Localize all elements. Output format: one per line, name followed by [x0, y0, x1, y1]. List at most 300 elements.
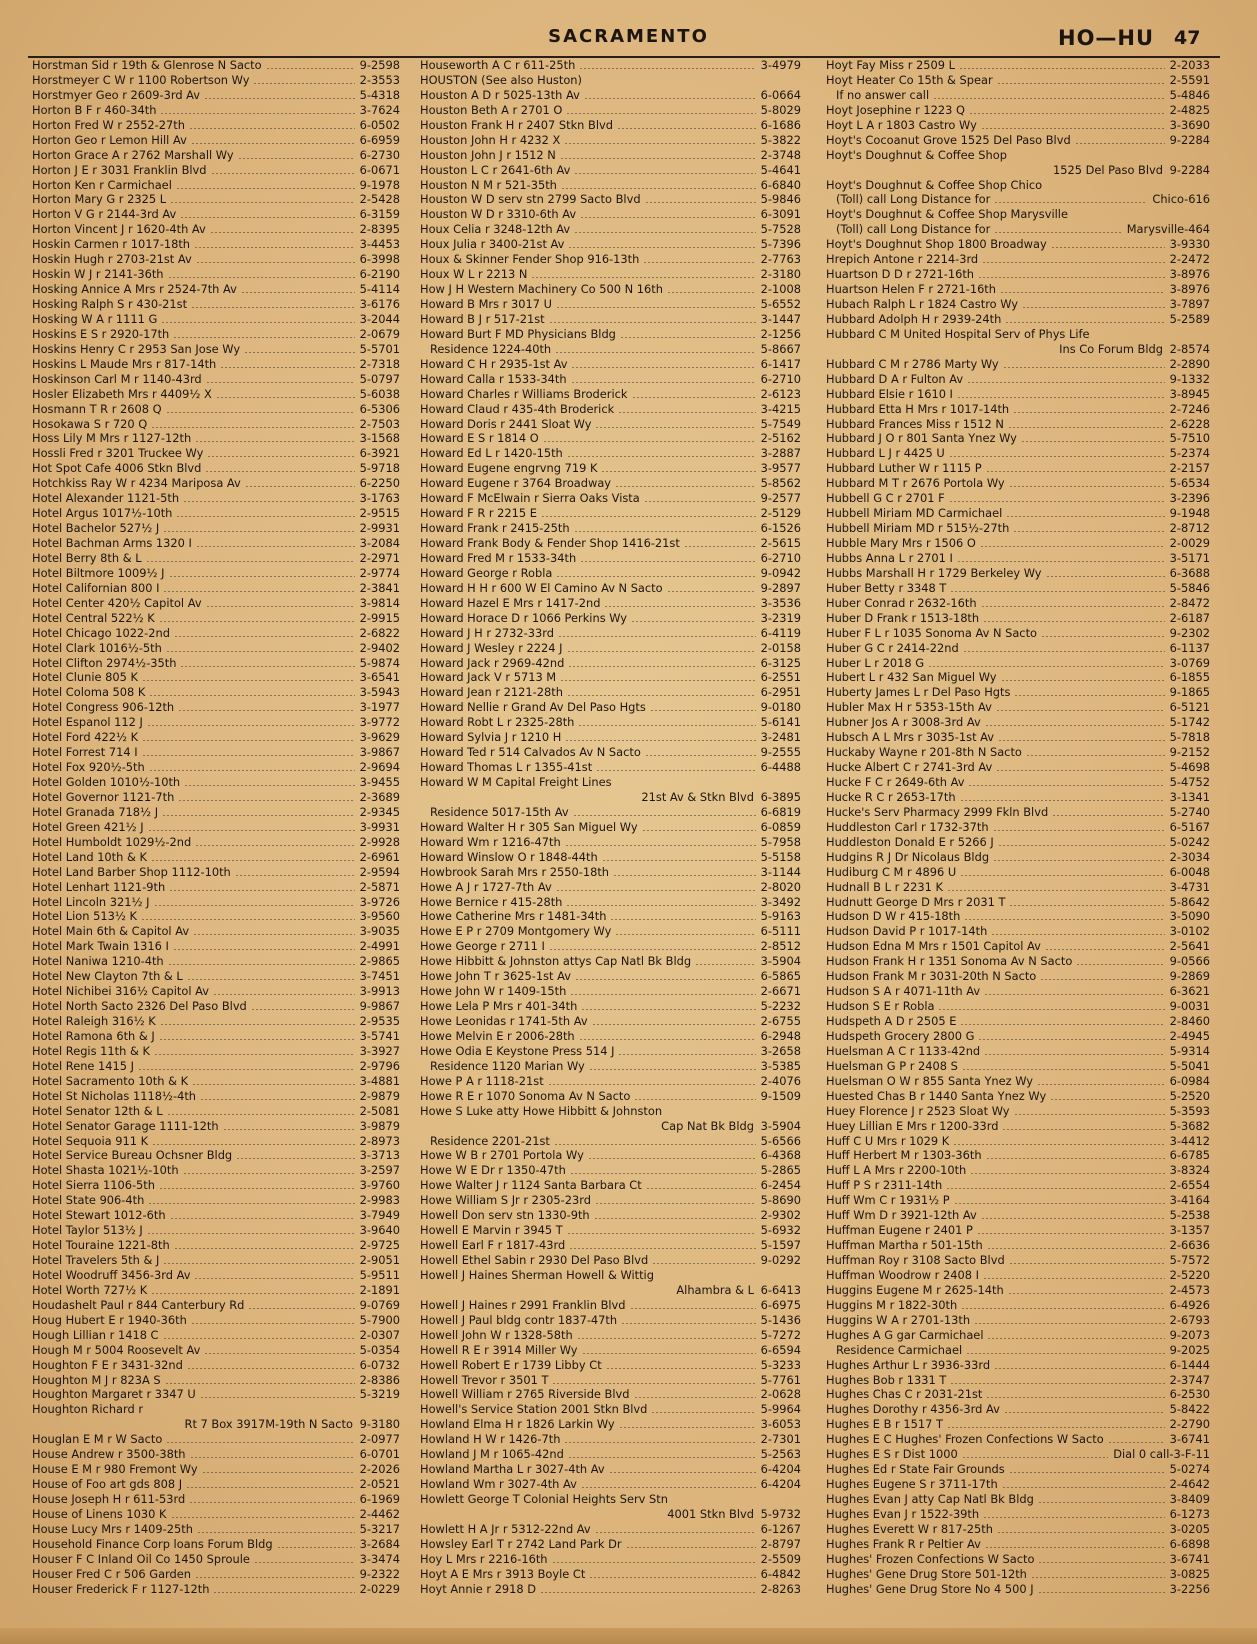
phone-number: 6-5865 — [760, 969, 801, 984]
listing-name: Howell J Haines Sherman Howell & Wittig — [420, 1267, 654, 1282]
listing-name: Huckaby Wayne r 201-8th N Sacto — [826, 745, 1022, 760]
listing-entry — [826, 1402, 1210, 1417]
leader-dots — [1050, 1099, 1165, 1100]
leader-dots — [1014, 1114, 1165, 1115]
listing-name: Hughes E S r Dist 1000 — [826, 1447, 958, 1462]
leader-dots — [565, 845, 756, 846]
leader-dots — [251, 1009, 355, 1010]
listing-entry — [420, 1148, 801, 1163]
phone-number: 6-2730 — [359, 147, 400, 162]
listing-name: Hotel Bachelor 527½ J — [32, 521, 160, 536]
phone-number: 3-6053 — [760, 1417, 801, 1432]
listing-name: Howard Robt L r 2325-28th — [420, 715, 575, 730]
leader-dots — [1006, 516, 1165, 517]
listing-entry — [826, 1432, 1210, 1447]
listing-name: Hotel Forrest 714 I — [32, 745, 138, 760]
leader-dots — [567, 651, 756, 652]
phone-number: 3-7624 — [359, 102, 400, 117]
leader-dots — [960, 875, 1165, 876]
leader-dots — [560, 158, 756, 159]
listing-entry — [420, 730, 801, 745]
leader-dots — [196, 262, 355, 263]
leader-dots — [620, 337, 756, 338]
phone-number: 3-9560 — [359, 909, 400, 924]
leader-dots — [996, 770, 1165, 771]
phone-number: 6-4119 — [760, 625, 801, 640]
leader-dots — [574, 531, 756, 532]
listing-name: Horton Mary G r 2325 L — [32, 192, 167, 207]
leader-dots — [245, 486, 355, 487]
leader-dots — [959, 68, 1165, 69]
listing-entry — [32, 820, 400, 835]
listing-entry — [32, 880, 400, 895]
listing-name: Hoyt's Doughnut & Coffee Shop Chico — [826, 177, 1043, 192]
leader-dots — [187, 979, 355, 980]
listing-name: Hubert L r 432 San Miguel Wy — [826, 670, 997, 685]
listing-entry — [826, 1014, 1210, 1029]
listing-name: Huelsman G P r 2408 S — [826, 1058, 958, 1073]
phone-number: 5-9732 — [760, 1506, 801, 1521]
listing-name: Hotel Clark 1016½-5th — [32, 640, 162, 655]
leader-dots — [964, 919, 1165, 920]
listing-name: Huddleston Donald E r 5266 J — [826, 834, 994, 849]
leader-dots — [609, 1472, 756, 1473]
listing-name: Hubbard Etta H Mrs r 1017-14th — [826, 401, 1010, 416]
leader-dots — [993, 830, 1165, 831]
leader-dots — [580, 561, 756, 562]
phone-number: 3-6741 — [1169, 1432, 1210, 1447]
listing-entry — [420, 984, 801, 999]
listing-entry — [420, 178, 801, 193]
leader-dots — [194, 1278, 355, 1279]
leader-dots — [552, 1562, 756, 1563]
listing-entry — [826, 1283, 1210, 1298]
leader-dots — [968, 785, 1165, 786]
listing-name: Howe Melvin E r 2006-28th — [420, 1028, 575, 1043]
listing-entry — [420, 685, 801, 700]
listing-entry — [32, 521, 400, 536]
leader-dots — [581, 1009, 756, 1010]
leader-dots — [560, 680, 756, 681]
listing-name: Houston John H r 4232 X — [420, 132, 561, 147]
listing-entry — [420, 387, 801, 402]
phone-number: 2-0977 — [359, 1432, 400, 1447]
listing-name: Hoyt Josephine r 1223 Q — [826, 102, 965, 117]
phone-number: 2-3034 — [1169, 849, 1210, 864]
listing-name: Hotel Granada 718½ J — [32, 804, 159, 819]
listing-entry — [32, 909, 400, 924]
leader-dots — [163, 1263, 355, 1264]
listing-entry — [32, 1253, 400, 1268]
leader-dots — [632, 397, 756, 398]
listing-entry — [32, 73, 400, 88]
listing-name: Hotel Ford 422½ K — [32, 730, 139, 745]
listing-name: Horton Geo r Lemon Hill Av — [32, 132, 187, 147]
listing-name: Hough M r 5004 Roosevelt Av — [32, 1342, 201, 1357]
listing-name: Horton J E r 3031 Franklin Blvd — [32, 162, 207, 177]
listing-entry — [420, 656, 801, 671]
listing-entry — [826, 163, 1210, 178]
phone-number: 6-3159 — [359, 207, 400, 222]
listing-name: Hotel Taylor 513½ J — [32, 1223, 143, 1238]
leader-dots — [564, 143, 756, 144]
phone-number: 6-0048 — [1169, 864, 1210, 879]
leader-dots — [957, 397, 1165, 398]
phone-number: 3-2396 — [1169, 491, 1210, 506]
listing-name: Hotel Biltmore 1009½ J — [32, 565, 165, 580]
listing-name: Howsley Earl T r 2742 Land Park Dr — [420, 1536, 622, 1551]
listing-name: Howard Jack V r 5713 M — [420, 670, 557, 685]
phone-number: 6-1444 — [1169, 1357, 1210, 1372]
phone-number: 2-5428 — [359, 192, 400, 207]
phone-number: 6-6594 — [760, 1342, 801, 1357]
listing-entry — [32, 1193, 400, 1208]
phone-number: 9-2284 — [1169, 132, 1210, 147]
listing-name: Hughes' Gene Drug Store No 4 500 J — [826, 1581, 1034, 1596]
leader-dots — [1075, 143, 1165, 144]
listing-name: Howe William S Jr r 2305-23rd — [420, 1193, 591, 1208]
listing-name: Howe John T r 3625-1st Av — [420, 969, 571, 984]
listing-entry — [32, 566, 400, 581]
listing-name: Hotel Mark Twain 1316 I — [32, 939, 169, 954]
listing-entry — [32, 1148, 400, 1163]
listing-entry — [32, 103, 400, 118]
listing-name: House E M r 980 Fremont Wy — [32, 1462, 198, 1477]
listing-entry — [32, 1074, 400, 1089]
phone-number: 3-9867 — [359, 745, 400, 760]
listing-entry — [32, 88, 400, 103]
listing-name: Huff Wm D r 3921-12th Av — [826, 1208, 977, 1223]
listing-entry — [826, 491, 1210, 506]
listing-name: Howard Charles r Williams Broderick — [420, 386, 628, 401]
phone-number: 2-6961 — [359, 849, 400, 864]
listing-entry — [826, 1328, 1210, 1343]
phone-number: 5-5701 — [359, 341, 400, 356]
listing-name: Hughes Arthur L r 3936-33rd — [826, 1357, 991, 1372]
listing-entry — [826, 939, 1210, 954]
listing-entry — [826, 327, 1210, 342]
listing-entry — [32, 1313, 400, 1328]
listing-name: Howard J Wesley r 2224 J — [420, 640, 563, 655]
listing-entry — [826, 357, 1210, 372]
phone-number: 5-4752 — [1169, 775, 1210, 789]
phone-number: 2-1256 — [760, 326, 801, 341]
listing-entry — [826, 1238, 1210, 1253]
phone-number: 2-4945 — [1169, 1028, 1210, 1043]
phone-number: 5-6932 — [760, 1223, 801, 1238]
leader-dots — [651, 1412, 756, 1413]
leader-dots — [195, 845, 355, 846]
listing-entry — [32, 969, 400, 984]
leader-dots — [1051, 247, 1165, 248]
leader-dots — [556, 307, 756, 308]
listing-entry — [420, 1492, 801, 1507]
listing-entry — [32, 850, 400, 865]
listing-name: Hotel Center 420½ Capitol Av — [32, 595, 202, 610]
phone-number: 6-4926 — [1169, 1297, 1210, 1312]
phone-number: 6-3621 — [1169, 984, 1210, 999]
listing-name: Hubbard Adolph H r 2939-24th — [826, 311, 1002, 326]
phone-number: 2-6554 — [1169, 1178, 1210, 1193]
listing-entry — [420, 1522, 801, 1537]
listing-name: Hughes Dorothy r 4356-3rd Av — [826, 1402, 1000, 1417]
phone-number: 5-2232 — [760, 999, 801, 1014]
leader-dots — [213, 994, 355, 995]
listing-name: Howard Eugene r 3764 Broadway — [420, 476, 612, 491]
listing-name: Hotel Land Barber Shop 1112-10th — [32, 864, 231, 879]
listing-name: Hotel Sierra 1106-5th — [32, 1178, 155, 1193]
phone-number: 2-9345 — [359, 804, 400, 819]
phone-number: 5-2520 — [1169, 1088, 1210, 1103]
listing-name: Hotel Central 522½ K — [32, 610, 155, 625]
listing-entry — [32, 372, 400, 387]
listing-entry — [420, 1387, 801, 1402]
phone-number: 9-0031 — [1169, 999, 1210, 1014]
listing-entry — [826, 1477, 1210, 1492]
phone-number: 3-9772 — [359, 715, 400, 730]
phone-number: 2-1008 — [760, 282, 801, 297]
listing-entry — [420, 1313, 801, 1328]
phone-number: 2-2033 — [1169, 58, 1210, 72]
listing-name: Hoyt Heater Co 15th & Spear — [826, 72, 993, 87]
leader-dots — [580, 217, 756, 218]
listing-entry — [32, 1537, 400, 1552]
listing-entry — [420, 1432, 801, 1447]
listing-name: Huested Chas B r 1440 Santa Ynez Wy — [826, 1088, 1047, 1103]
listing-name: Hughes Evan J r 1522-39th — [826, 1506, 980, 1521]
listing-name: Howard B Mrs r 3017 U — [420, 297, 552, 311]
listing-entry — [420, 252, 801, 267]
listing-entry — [420, 1089, 801, 1104]
phone-number: 6-4842 — [760, 1566, 801, 1581]
listing-name: Hossli Fred r 3201 Truckee Wy — [32, 446, 204, 461]
phone-number: 6-0664 — [760, 87, 801, 102]
listing-name: 1525 Del Paso Blvd — [1053, 162, 1163, 177]
phone-number: 2-8512 — [760, 939, 801, 954]
phone-number: 3-8324 — [1169, 1163, 1210, 1178]
listing-entry — [826, 207, 1210, 222]
listing-name: Huey Florence J r 2523 Sloat Wy — [826, 1103, 1010, 1118]
phone-number: 3-9640 — [359, 1223, 400, 1238]
leader-dots — [574, 173, 756, 174]
leader-dots — [216, 397, 355, 398]
leader-dots — [205, 471, 355, 472]
listing-name: Hotel Congress 906-12th — [32, 700, 175, 715]
phone-number: 2-6187 — [1169, 610, 1210, 625]
leader-dots — [195, 1577, 355, 1578]
phone-number: 2-5871 — [359, 879, 400, 894]
listing-name: Household Finance Corp loans Forum Bldg — [32, 1536, 273, 1551]
leader-dots — [1008, 1293, 1165, 1294]
phone-number: 6-2250 — [359, 476, 400, 491]
listing-entry — [32, 1567, 400, 1582]
leader-dots — [193, 934, 355, 935]
listing-entry — [420, 1268, 801, 1283]
phone-number: 6-0732 — [359, 1357, 400, 1372]
phone-number: 2-9302 — [760, 1208, 801, 1223]
listing-name: Howe S Luke atty Howe Hibbitt & Johnston — [420, 1103, 663, 1118]
listing-entry — [32, 1477, 400, 1492]
listing-name: Hughes E C Hughes' Frozen Confections W Sacto — [826, 1432, 1104, 1447]
listing-name: Hosking Annice A Mrs r 2524-7th Av — [32, 282, 237, 297]
listing-name: Hoskinson Carl M r 1140-43rd — [32, 371, 202, 386]
listing-name: Hotel Fox 920½-5th — [32, 760, 145, 775]
listing-name: Residence Carmichael — [836, 1342, 963, 1357]
listing-column-2 — [420, 58, 801, 1597]
leader-dots — [570, 1173, 756, 1174]
listing-entry — [826, 835, 1210, 850]
phone-number: 5-3217 — [359, 1521, 400, 1536]
listing-name: Hughes Evan J atty Cap Natl Bk Bldg — [826, 1492, 1034, 1506]
phone-number: 9-3180 — [359, 1417, 400, 1432]
listing-entry — [420, 670, 801, 685]
leader-dots — [961, 1308, 1165, 1309]
leader-dots — [595, 427, 756, 428]
listing-entry — [826, 222, 1210, 237]
listing-entry — [32, 312, 400, 327]
listing-name: Hubbard Luther W r 1115 P — [826, 461, 982, 476]
phone-number: 9-2302 — [1169, 625, 1210, 640]
listing-name: Howell Earl F r 1817-43rd — [420, 1238, 566, 1253]
listing-entry — [420, 417, 801, 432]
listing-name: Hosking Ralph S r 430-21st — [32, 297, 188, 311]
listing-name: Hudspeth Grocery 2800 G — [826, 1028, 975, 1043]
leader-dots — [695, 964, 756, 965]
listing-name: Huber Conrad r 2632-16th — [826, 595, 977, 610]
listing-entry — [826, 1522, 1210, 1537]
phone-number: 5-7549 — [760, 416, 801, 431]
leader-dots — [192, 1084, 355, 1085]
listing-entry — [420, 880, 801, 895]
phone-number: 6-6785 — [1169, 1148, 1210, 1163]
listing-entry — [32, 895, 400, 910]
listing-name: Hoss Lily M Mrs r 1127-12th — [32, 431, 192, 446]
phone-number: 3-2481 — [760, 730, 801, 745]
listing-entry — [32, 685, 400, 700]
phone-number: 3-9330 — [1169, 237, 1210, 252]
phone-number: 2-9402 — [359, 640, 400, 655]
listing-entry — [420, 611, 801, 626]
listing-entry — [420, 192, 801, 207]
leader-dots — [974, 1323, 1165, 1324]
listing-name: Hoyt L A r 1803 Castro Wy — [826, 117, 977, 132]
listing-entry — [32, 835, 400, 850]
phone-number: 2-8973 — [359, 1133, 400, 1148]
listing-entry — [32, 805, 400, 820]
leader-dots — [1031, 1577, 1165, 1578]
listing-name: Howard F McElwain r Sierra Oaks Vista — [420, 491, 640, 506]
listing-entry — [32, 1343, 400, 1358]
leader-dots — [235, 875, 355, 876]
listing-entry — [420, 715, 801, 730]
listing-entry — [420, 924, 801, 939]
leader-dots — [566, 113, 756, 114]
phone-number: 5-2589 — [1169, 311, 1210, 326]
listing-entry — [826, 820, 1210, 835]
phone-number: 5-4318 — [359, 87, 400, 102]
phone-number: 3-3713 — [359, 1148, 400, 1163]
listing-entry — [32, 342, 400, 357]
leader-dots — [606, 1368, 756, 1369]
listing-name: Huey Lillian E Mrs r 1200-33rd — [826, 1118, 999, 1133]
listing-entry — [32, 641, 400, 656]
listing-entry — [32, 1358, 400, 1373]
listing-entry — [420, 461, 801, 476]
listing-entry — [826, 850, 1210, 865]
phone-number: 6-0701 — [359, 1447, 400, 1462]
listing-entry — [826, 1134, 1210, 1149]
listing-entry — [32, 1298, 400, 1313]
listing-name: Hubach Ralph L r 1824 Castro Wy — [826, 297, 1019, 311]
listing-entry — [32, 1119, 400, 1134]
phone-number: 5-5041 — [1169, 1058, 1210, 1073]
leader-dots — [998, 740, 1165, 741]
phone-number: 6-6975 — [760, 1297, 801, 1312]
leader-dots — [963, 651, 1165, 652]
listing-name: Howland H W r 1426-7th — [420, 1432, 561, 1447]
listing-name: Rt 7 Box 3917M-19th N Sacto — [184, 1417, 353, 1432]
leader-dots — [180, 666, 355, 667]
leader-dots — [171, 1517, 355, 1518]
phone-number: 9-9867 — [359, 999, 400, 1014]
leader-dots — [558, 636, 756, 637]
listing-entry — [32, 1373, 400, 1388]
listing-name: Hotel Nichibei 316½ Capitol Av — [32, 984, 209, 999]
leader-dots — [985, 1547, 1165, 1548]
listing-name: Hucke F C r 2649-6th Av — [826, 775, 965, 789]
listing-entry — [420, 551, 801, 566]
leader-dots — [987, 1338, 1165, 1339]
listing-name: Hotel Touraine 1221-8th — [32, 1238, 170, 1253]
leader-dots — [167, 1114, 355, 1115]
listing-name: Hoskin Carmen r 1017-18th — [32, 237, 191, 252]
listing-entry — [826, 551, 1210, 566]
listing-entry — [420, 1074, 801, 1089]
listing-entry — [826, 700, 1210, 715]
listing-entry — [420, 1552, 801, 1567]
phone-number: 3-3492 — [760, 894, 801, 909]
phone-number: 9-2598 — [359, 58, 400, 72]
leader-dots — [596, 770, 756, 771]
phone-number: 5-3593 — [1169, 1103, 1210, 1118]
leader-dots — [997, 1532, 1165, 1533]
listing-entry — [32, 1044, 400, 1059]
leader-dots — [202, 1472, 355, 1473]
listing-entry — [420, 1328, 801, 1343]
listing-name: Hotel Clifton 2974½-35th — [32, 655, 177, 670]
phone-number: 2-9051 — [359, 1253, 400, 1267]
leader-dots — [277, 1547, 355, 1548]
leader-dots — [1009, 1472, 1165, 1473]
phone-number: 5-9718 — [359, 461, 400, 476]
leader-dots — [266, 68, 355, 69]
listing-name: Huber D Frank r 1513-18th — [826, 610, 980, 625]
listing-entry — [826, 1178, 1210, 1193]
listing-name: Hotel Ramona 6th & J — [32, 1028, 155, 1043]
listing-entry — [420, 999, 801, 1014]
leader-dots — [582, 1353, 756, 1354]
listing-entry — [32, 924, 400, 939]
phone-number: 5-9163 — [760, 909, 801, 924]
listing-name: Howell William r 2765 Riverside Blvd — [420, 1387, 630, 1402]
phone-number: 3-7451 — [359, 969, 400, 984]
listing-entry — [420, 775, 801, 790]
leader-dots — [168, 964, 355, 965]
phone-number: 5-4114 — [359, 282, 400, 297]
listing-entry — [32, 1462, 400, 1477]
listing-name: Huff L A Mrs r 2200-10th — [826, 1163, 967, 1178]
listing-entry — [420, 850, 801, 865]
